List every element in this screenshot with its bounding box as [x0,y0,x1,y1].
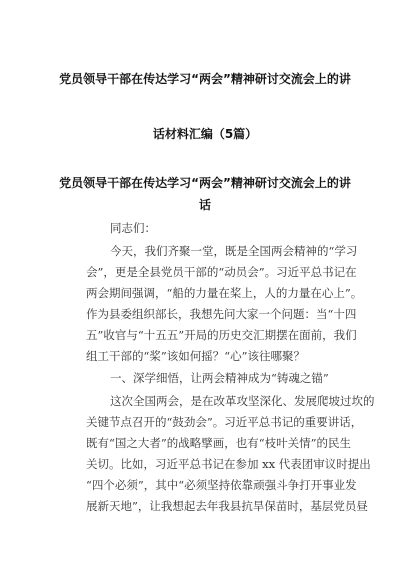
paragraph-line: 这次全国两会，是在改革攻坚深化、发展爬坡过坎的 [110,394,375,408]
paragraph-line: 展新天地”，让我想起去年我县抗旱保苗时，基层党员昼 [86,499,368,513]
paragraph-line: 五”收官与“十五五”开局的历史交汇期摆在面前，我们 [86,328,357,342]
paragraph-line: 组工干部的“桨”该如何摇？“心”该往哪聚？ [86,349,306,363]
paragraph-line: 作为县委组织部长，我想先问大家一个问题：当“十四 [86,307,357,321]
section-heading: 一、深学细悟，让两会精神成为“铸魂之锚” [110,371,329,385]
paragraph-line: 关切。比如，习近平总书记在参加 xx 代表团审议时提出 [86,457,371,471]
sub-title-line1: 党员领导干部在传达学习“两会”精神研讨交流会上的讲 [59,176,351,190]
paragraph-line: “四个必须”，其中“必须坚持依靠顽强斗争打开事业发 [86,478,357,492]
main-title-line1: 党员领导干部在传达学习“两会”精神研讨交流会上的讲 [59,72,351,86]
salutation: 同志们： [110,221,156,235]
main-title-line2: 话材料汇编（5篇） [152,127,258,141]
paragraph-line: 两会期间强调，“船的力量在桨上，人的力量在心上”。 [86,286,363,300]
paragraph-line: 今天，我们齐聚一堂，既是全国两会精神的“学习 [110,244,358,258]
paragraph-line: 会”，更是全县党员干部的“动员会”。习近平总书记在 [86,265,357,279]
sub-title-line2: 话 [198,198,211,212]
paragraph-line: 关键节点召开的“鼓劲会”。习近平总书记的重要讲话， [86,415,363,429]
paragraph-line: 既有“国之大者”的战略擘画，也有“枝叶关情”的民生 [86,436,352,450]
